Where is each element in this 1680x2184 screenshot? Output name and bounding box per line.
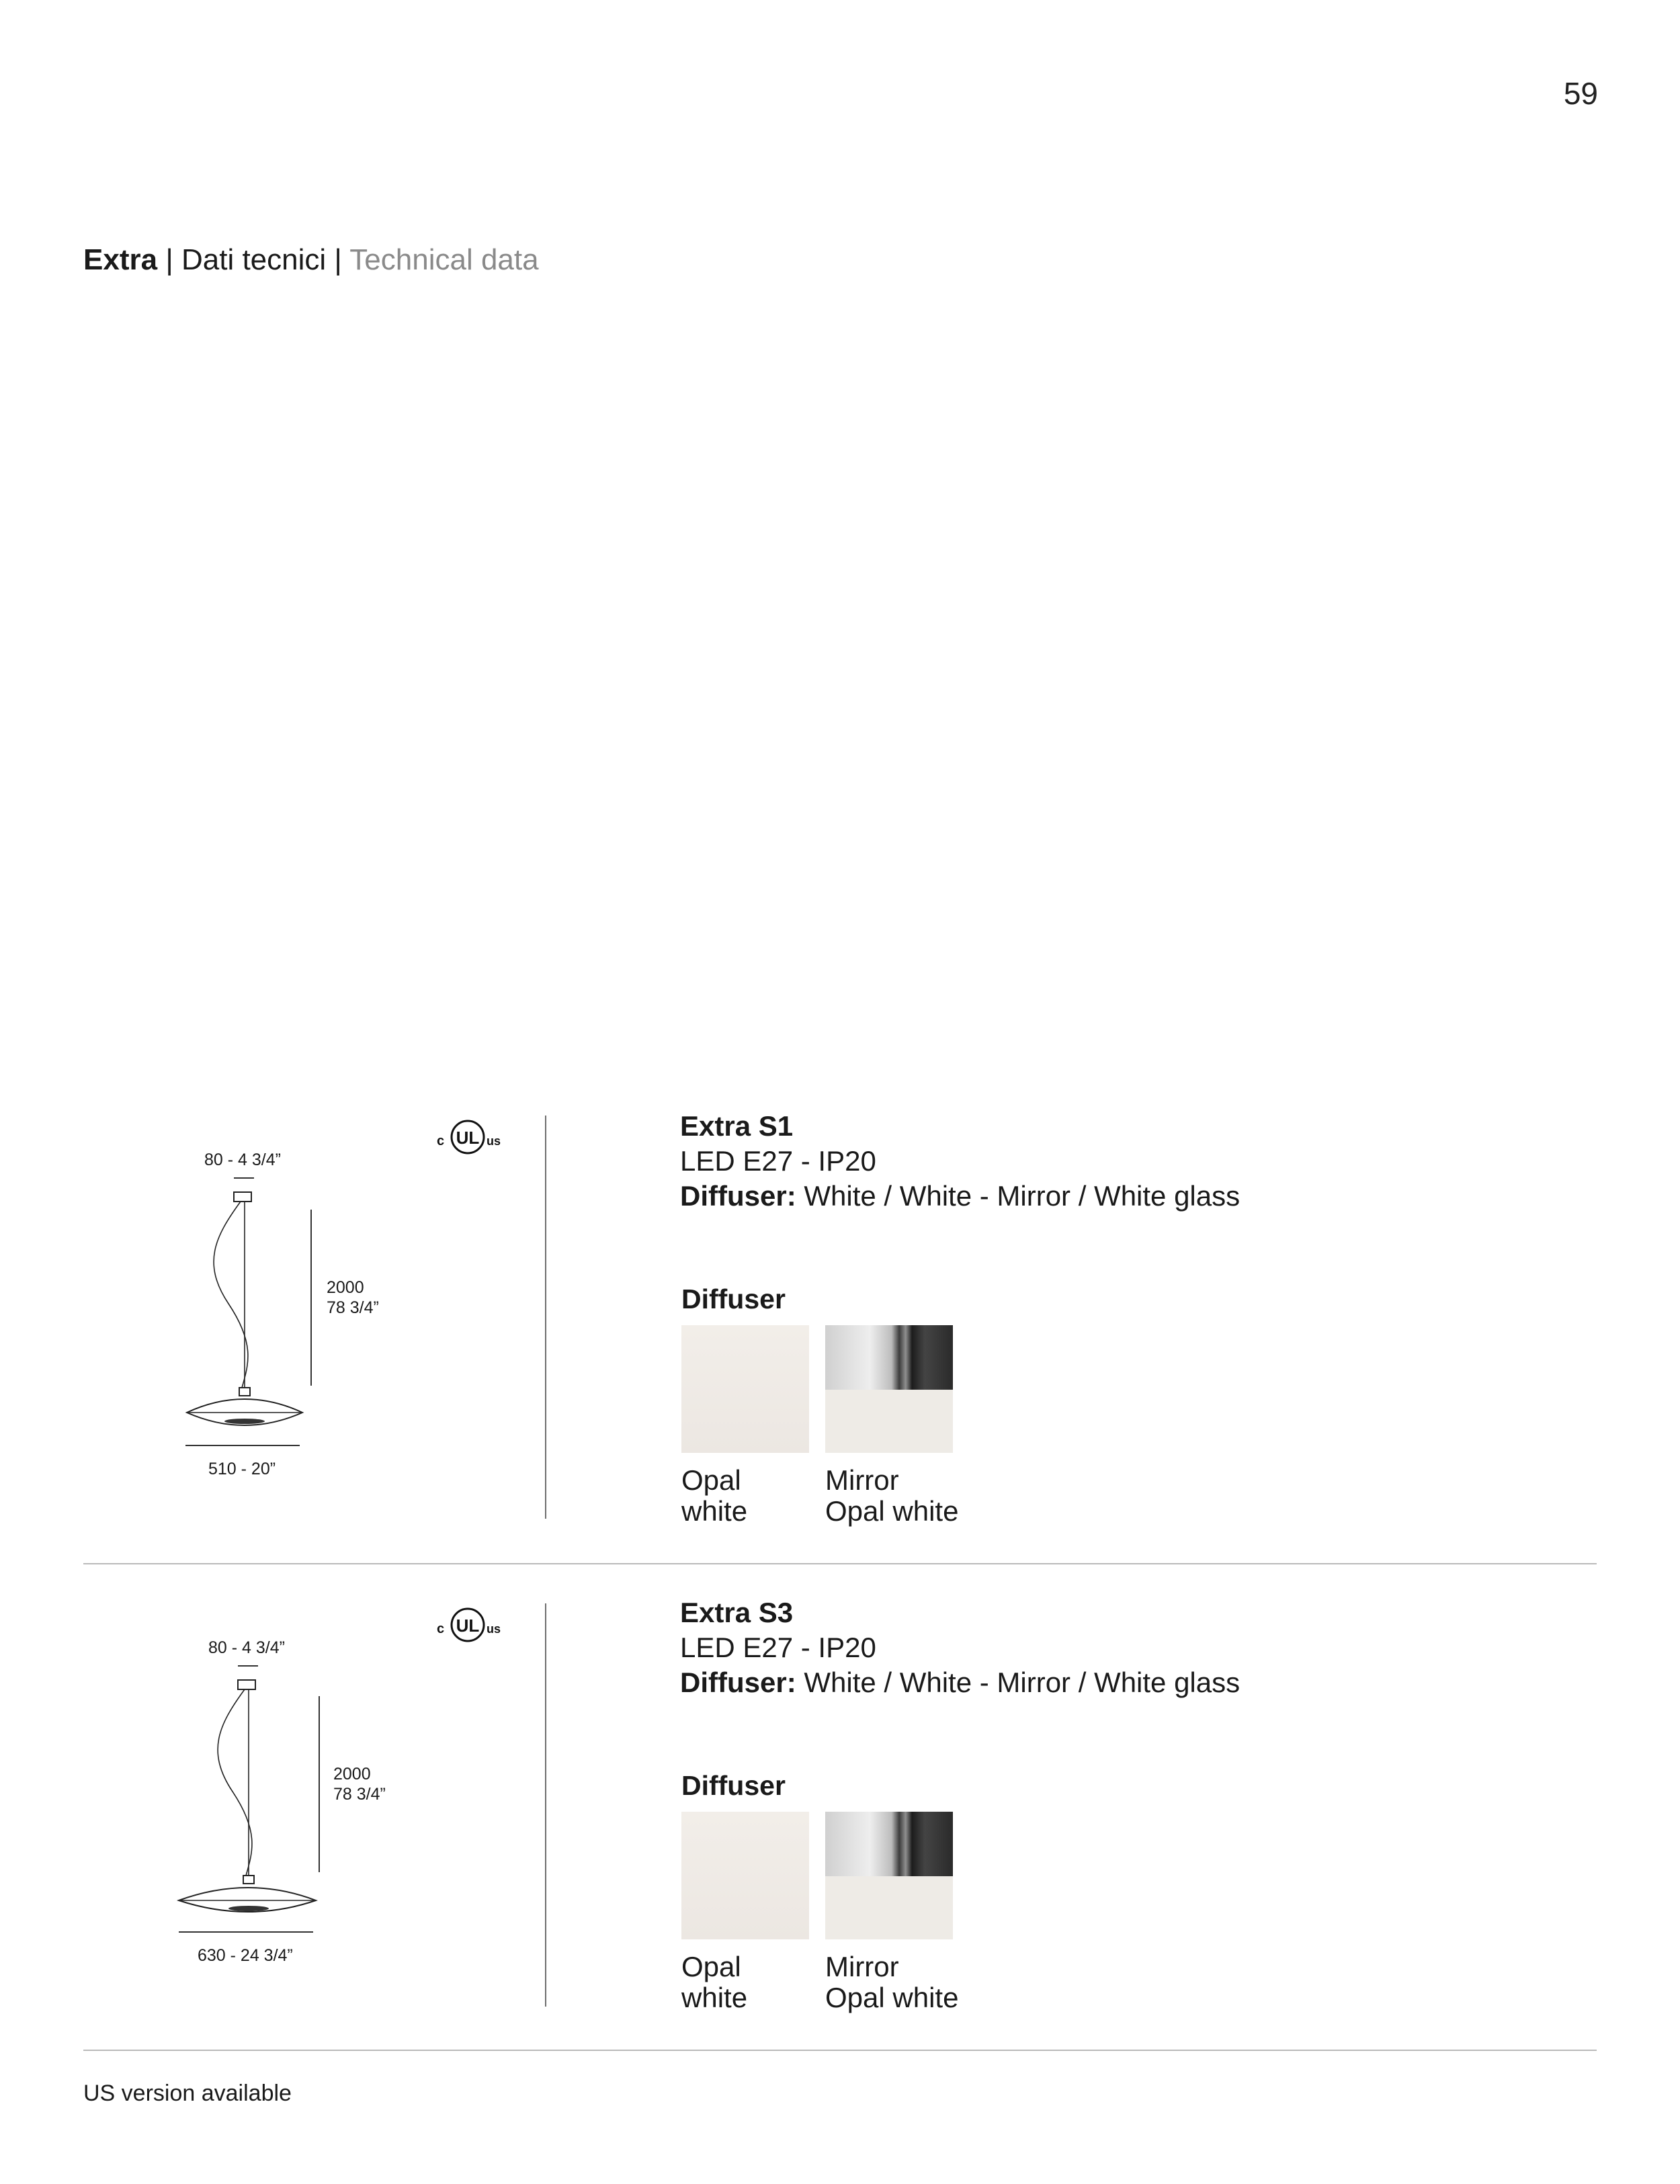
dim-width-label: 630 - 24 3/4” [198, 1946, 293, 1965]
product-diffuser-line [680, 1180, 1240, 1212]
product-name: Extra S1 [680, 1110, 794, 1142]
finish-label-line: Opal [681, 1951, 741, 1982]
product-spec: LED E27 - IP20 [680, 1632, 876, 1663]
finish-label-line: white [681, 1982, 748, 2013]
diffuser-value: White / White - Mirror / White glass [804, 1667, 1241, 1698]
ul-mark-us: us [487, 1622, 501, 1636]
dim-top-line [238, 1665, 258, 1667]
dim-height-in: 78 3/4” [333, 1785, 386, 1804]
ul-mark-c: c [437, 1622, 445, 1636]
title-subtitle-it: Dati tecnici [181, 243, 327, 276]
ul-mark-us: us [487, 1134, 501, 1148]
finish-label-mirror [825, 1465, 958, 1527]
dim-height-mm: 2000 [327, 1278, 364, 1297]
swatch-opal-part [825, 1390, 953, 1453]
dim-height-in: 78 3/4” [327, 1298, 379, 1317]
ul-mark-ul: UL [456, 1128, 480, 1148]
footer-note: US version available [83, 2081, 292, 2106]
finish-label-line: Opal [681, 1464, 741, 1496]
pendant-lamp-drawing [175, 1183, 309, 1438]
ul-certification-mark [434, 1116, 505, 1156]
column-divider [545, 1603, 546, 2007]
swatch-mirror-part [825, 1812, 953, 1876]
title-separator: | [334, 243, 342, 276]
swatch-opal-white [681, 1812, 809, 1939]
title-subtitle-en: Technical data [349, 243, 539, 276]
ul-certification-mark [434, 1603, 505, 1644]
page-title [83, 243, 539, 277]
swatch-opal-white [681, 1325, 809, 1453]
diffuser-label: Diffuser: [680, 1667, 796, 1698]
dim-width-line [179, 1931, 313, 1933]
diffuser-section-label: Diffuser [681, 1770, 786, 1801]
product-diffuser-line [680, 1667, 1240, 1699]
finish-label-line: Opal white [825, 1982, 959, 2013]
title-product: Extra [83, 243, 158, 276]
finish-label-line: Mirror [825, 1464, 899, 1496]
finish-label-line: Mirror [825, 1951, 899, 1982]
dim-top-line [234, 1177, 254, 1179]
page-number: 59 [1563, 76, 1598, 111]
finish-label-line: white [681, 1495, 748, 1527]
dim-top-label: 80 - 4 3/4” [208, 1638, 285, 1657]
finish-label-opal [681, 1951, 747, 2013]
diffuser-value: White / White - Mirror / White glass [804, 1180, 1241, 1212]
ul-mark-ul: UL [456, 1615, 480, 1636]
dim-width-line [185, 1445, 300, 1446]
product-spec: LED E27 - IP20 [680, 1145, 876, 1177]
diffuser-section-label: Diffuser [681, 1284, 786, 1314]
swatch-mirror-opal-white [825, 1325, 953, 1453]
dim-height-line [319, 1696, 320, 1872]
section-divider [83, 1563, 1597, 1564]
title-separator: | [165, 243, 173, 276]
column-divider [545, 1116, 546, 1519]
dim-width-label: 510 - 20” [208, 1460, 276, 1478]
finish-label-opal [681, 1465, 747, 1527]
dim-top-label: 80 - 4 3/4” [204, 1150, 281, 1169]
dim-height-mm: 2000 [333, 1765, 371, 1783]
dim-height-line [310, 1210, 312, 1386]
section-divider [83, 2050, 1597, 2051]
swatch-mirror-part [825, 1325, 953, 1390]
swatch-opal-part [825, 1876, 953, 1939]
pendant-lamp-drawing [172, 1671, 320, 1926]
finish-label-mirror [825, 1951, 958, 2013]
swatch-mirror-opal-white [825, 1812, 953, 1939]
product-name: Extra S3 [680, 1597, 794, 1628]
diffuser-label: Diffuser: [680, 1180, 796, 1212]
finish-label-line: Opal white [825, 1495, 959, 1527]
ul-mark-c: c [437, 1134, 445, 1148]
